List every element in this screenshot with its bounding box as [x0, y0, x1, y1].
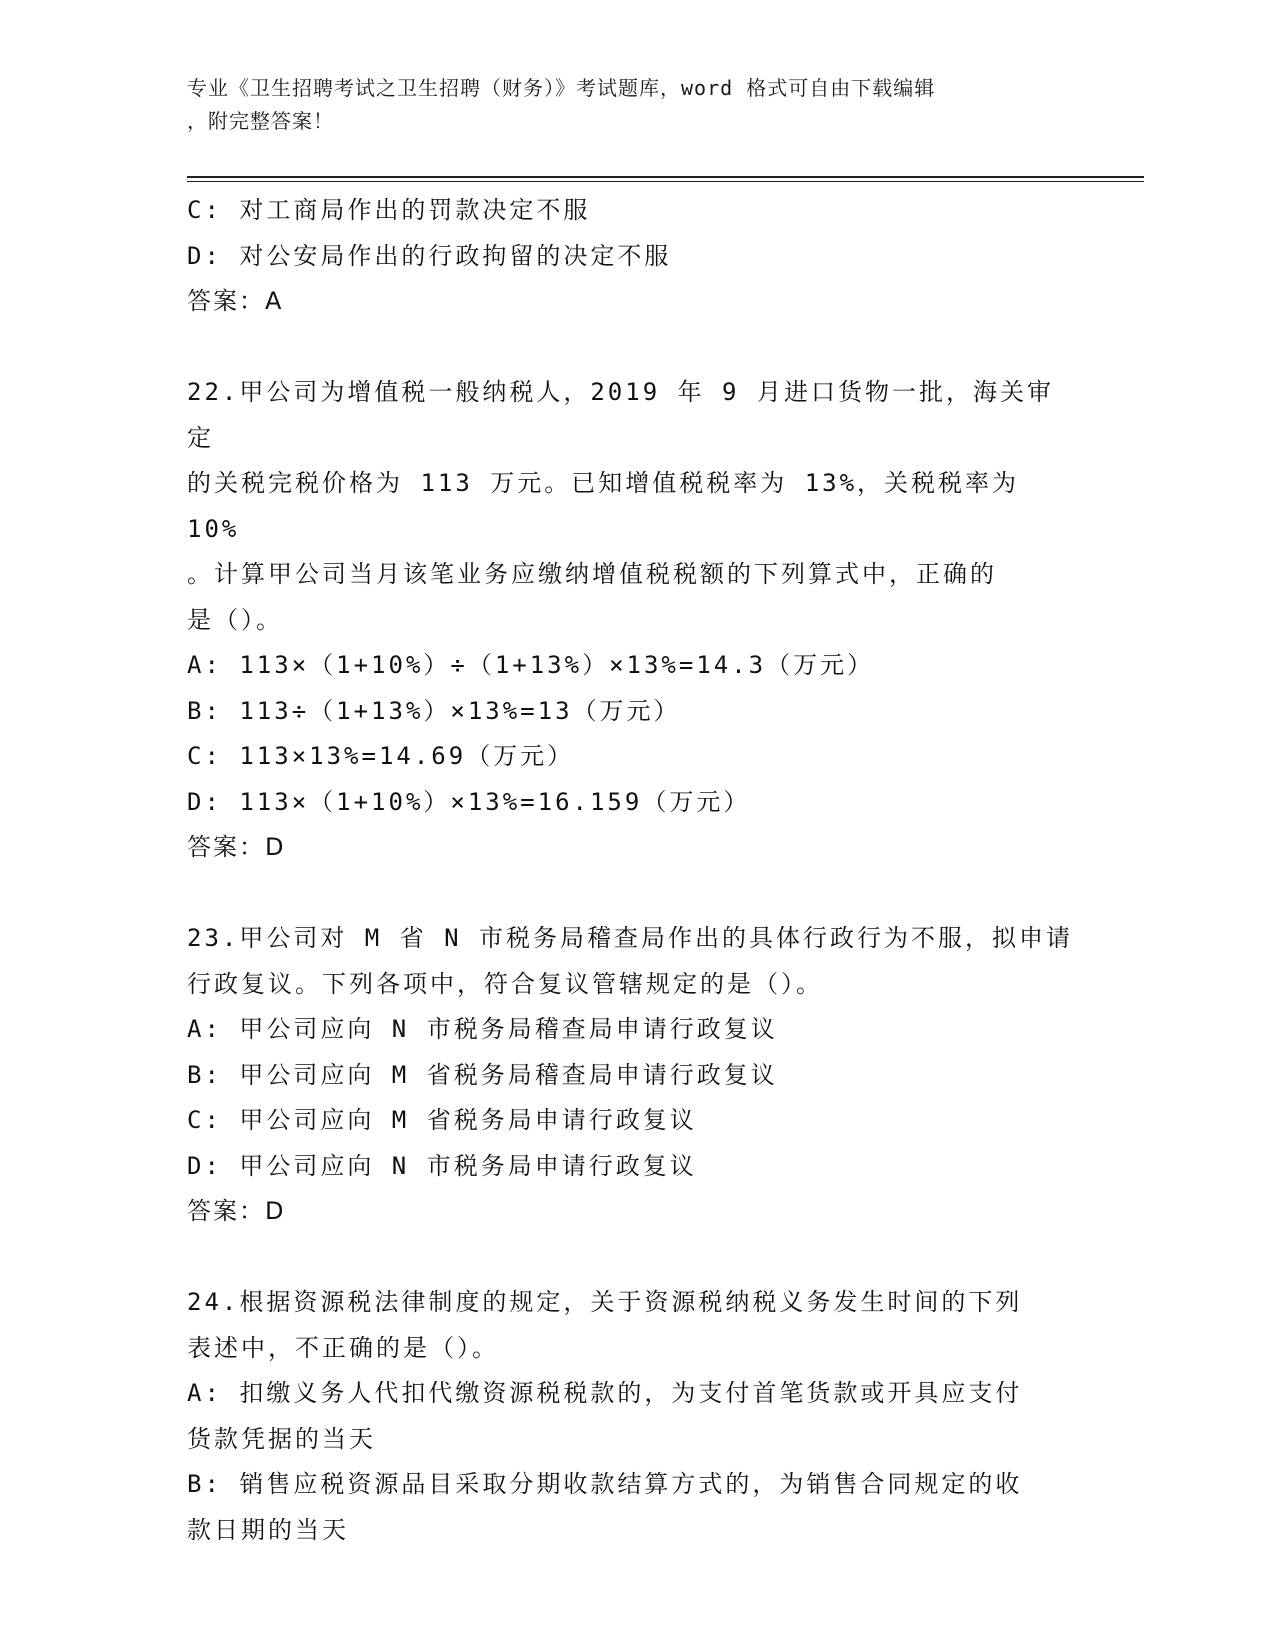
header-divider-thin [187, 181, 1144, 182]
header-divider-thick [187, 176, 1144, 178]
question-stem-line: 24.根据资源税法律制度的规定，关于资源税纳税义务发生时间的下列 [187, 1288, 1023, 1316]
option-c: C: 对工商局作出的罚款决定不服 [187, 196, 591, 224]
option-b-line: 款日期的当天 [187, 1515, 349, 1544]
option-c: C: 113×13%=14.69（万元） [187, 742, 575, 770]
question-stem-line: 。计算甲公司当月该笔业务应缴纳增值税税额的下列算式中，正确的 [187, 560, 997, 588]
answer-label: 答案：D [187, 1197, 286, 1225]
spacer [187, 871, 1077, 917]
question-stem-line: 的关税完税价格为 113 万元。已知增值税税率为 13%，关税税率为 10% [187, 469, 1037, 543]
spacer [187, 1235, 1077, 1281]
question-stem-line: 行政复议。下列各项中，符合复议管辖规定的是（）。 [187, 969, 823, 998]
header-line-1: 专业《卫生招聘考试之卫生招聘（财务）》考试题库，word 格式可自由下载编辑 [187, 76, 936, 100]
option-d: D: 对公安局作出的行政拘留的决定不服 [187, 241, 672, 270]
option-a: A: 113×（1+10%）÷（1+13%）×13%=14.3（万元） [187, 651, 875, 679]
option-b: B: 113÷（1+13%）×13%=13（万元） [187, 696, 681, 725]
option-a: A: 甲公司应向 N 市税务局稽查局申请行政复议 [187, 1015, 778, 1043]
option-b-line: B: 销售应税资源品目采取分期收款结算方式的，为销售合同规定的收 [187, 1470, 1023, 1498]
answer-label: 答案：A [187, 287, 284, 315]
question-23 [187, 916, 1077, 1235]
header-line-2: ，附完整答案！ [187, 109, 334, 133]
spacer [187, 325, 1077, 371]
option-a-line: A: 扣缴义务人代扣代缴资源税税款的，为支付首笔货款或开具应支付 [187, 1379, 1023, 1407]
question-stem-line: 表述中，不正确的是（）。 [187, 1333, 499, 1362]
option-c: C: 甲公司应向 M 省税务局申请行政复议 [187, 1106, 697, 1134]
option-d: D: 113×（1+10%）×13%=16.159（万元） [187, 787, 751, 816]
question-22 [187, 370, 1077, 871]
question-stem-line: 23.甲公司对 M 省 N 市税务局稽查局作出的具体行政行为不服，拟申请 [187, 924, 1074, 952]
option-b: B: 甲公司应向 M 省税务局稽查局申请行政复议 [187, 1060, 778, 1089]
question-24 [187, 1280, 1077, 1553]
question-stem-line: 是（）。 [187, 605, 283, 634]
option-d: D: 甲公司应向 N 市税务局申请行政复议 [187, 1151, 697, 1180]
option-a-line: 货款凭据的当天 [187, 1424, 376, 1453]
question-content [187, 188, 1077, 1553]
question-stem-line: 22.甲公司为增值税一般纳税人，2019 年 9 月进口货物一批，海关审定 [187, 378, 1054, 452]
question-21-tail [187, 188, 1077, 325]
answer-label: 答案：D [187, 833, 286, 861]
page-header [187, 72, 1067, 138]
